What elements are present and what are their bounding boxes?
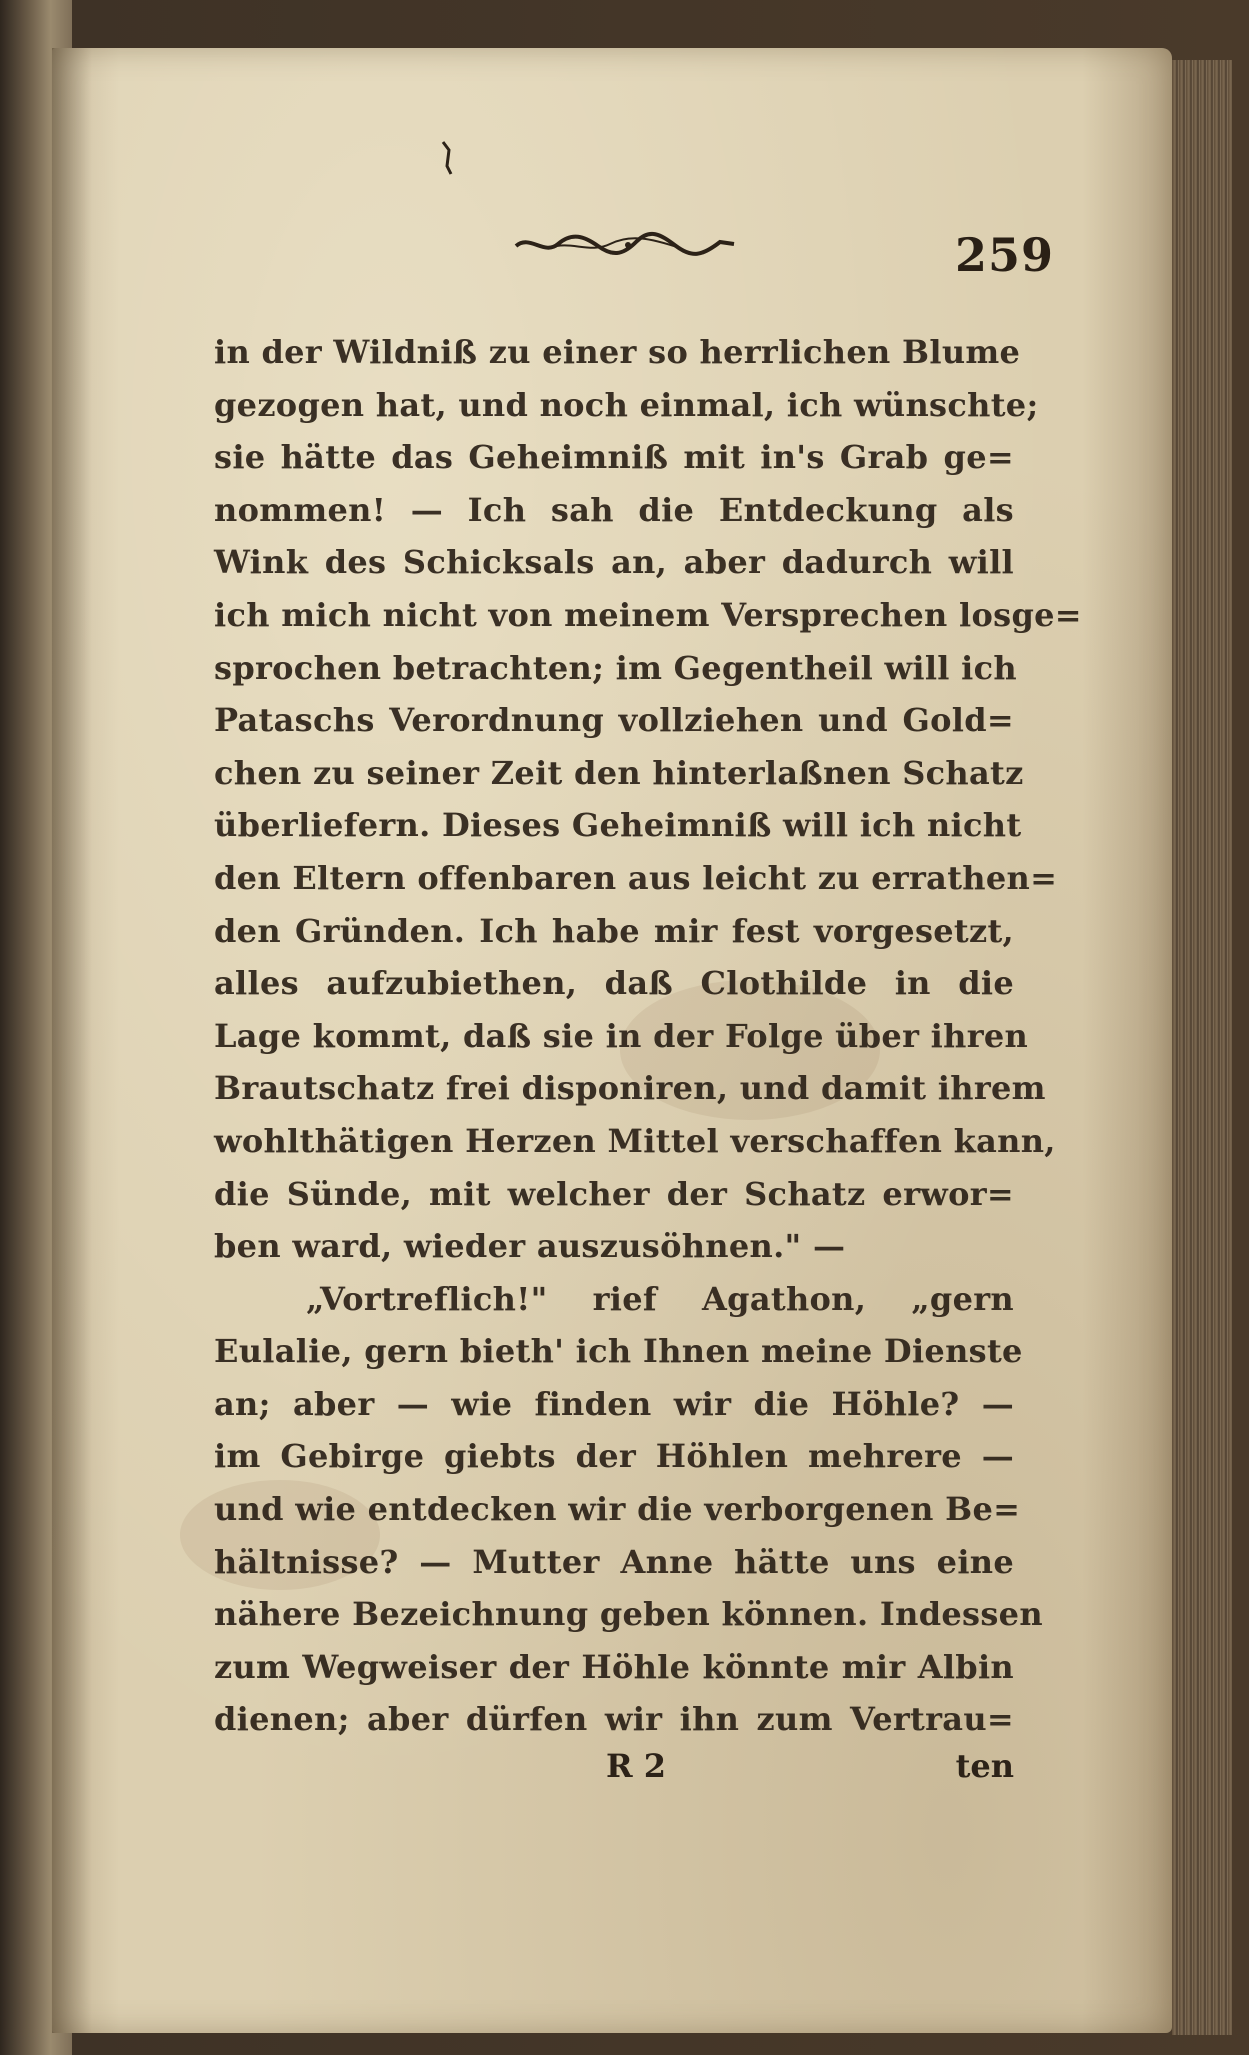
- text-line: sprochen betrachten; im Gegentheil will ich: [214, 648, 1017, 687]
- text-line: gezogen hat, und noch einmal, ich wünschte;: [214, 385, 1039, 424]
- text-line: „Vortreflich!" rief Agathon, „gern: [306, 1279, 1014, 1318]
- text-line: zum Wegweiser der Höhle könnte mir Albin: [214, 1647, 1014, 1686]
- text-line: Wink des Schicksals an, aber dadurch will: [214, 543, 1014, 582]
- page-number: 259: [955, 228, 1055, 282]
- text-line: Pataschs Verordnung vollziehen und Gold=: [214, 701, 1014, 740]
- text-line: an; aber — wie finden wir die Höhle? —: [214, 1384, 1014, 1423]
- ink-mark: [440, 140, 454, 176]
- text-line: alles aufzubiethen, daß Clothilde in die: [214, 964, 1014, 1003]
- text-line: sie hätte das Geheimniß mit in's Grab ge=: [214, 438, 1014, 477]
- text-line: und wie entdecken wir die verborgenen Be=: [214, 1490, 1021, 1529]
- text-line: in der Wildniß zu einer so herrlichen Blume: [214, 333, 1021, 371]
- text-line: Lage kommt, daß sie in der Folge über ihren: [214, 1016, 1029, 1055]
- text-line: die Sünde, mit welcher der Schatz erwor=: [214, 1174, 1014, 1213]
- text-line: nähere Bezeichnung geben können. Indessen: [214, 1595, 1043, 1634]
- text-line: nommen! — Ich sah die Entdeckung als: [214, 490, 1014, 529]
- text-line: im Gebirge giebts der Höhlen mehrere —: [214, 1437, 1014, 1476]
- text-line: ben ward, wieder auszusöhnen." —: [214, 1227, 846, 1266]
- text-line: Eulalie, gern bieth' ich Ihnen meine Dienste: [214, 1332, 1023, 1371]
- signature-mark: R 2: [606, 1747, 666, 1785]
- catchword: ten: [955, 1747, 1014, 1785]
- header-ornament: [510, 230, 740, 260]
- page-stack-edges: [1172, 60, 1232, 2035]
- text-line: überliefern. Dieses Geheimniß will ich nicht: [214, 806, 1022, 845]
- text-line: chen zu seiner Zeit den hinterlaßnen Schatz: [214, 753, 1024, 792]
- text-line: den Eltern offenbaren aus leicht zu errathen=: [214, 858, 1058, 897]
- page-body-text: [214, 326, 1082, 1746]
- text-line: ich mich nicht von meinem Versprechen losge=: [214, 595, 1082, 634]
- text-line: Brautschatz frei disponiren, und damit ihrem: [214, 1069, 1046, 1108]
- text-line: den Gründen. Ich habe mir fest vorgesetzt,: [214, 911, 1014, 950]
- text-line: wohlthätigen Herzen Mittel verschaffen kann,: [214, 1121, 1056, 1160]
- spine-shadow: [52, 48, 92, 2033]
- text-line: hältnisse? — Mutter Anne hätte uns eine: [214, 1542, 1014, 1581]
- page-footer: [214, 1740, 1014, 1792]
- text-line: dienen; aber dürfen wir ihn zum Vertrau=: [214, 1700, 1014, 1739]
